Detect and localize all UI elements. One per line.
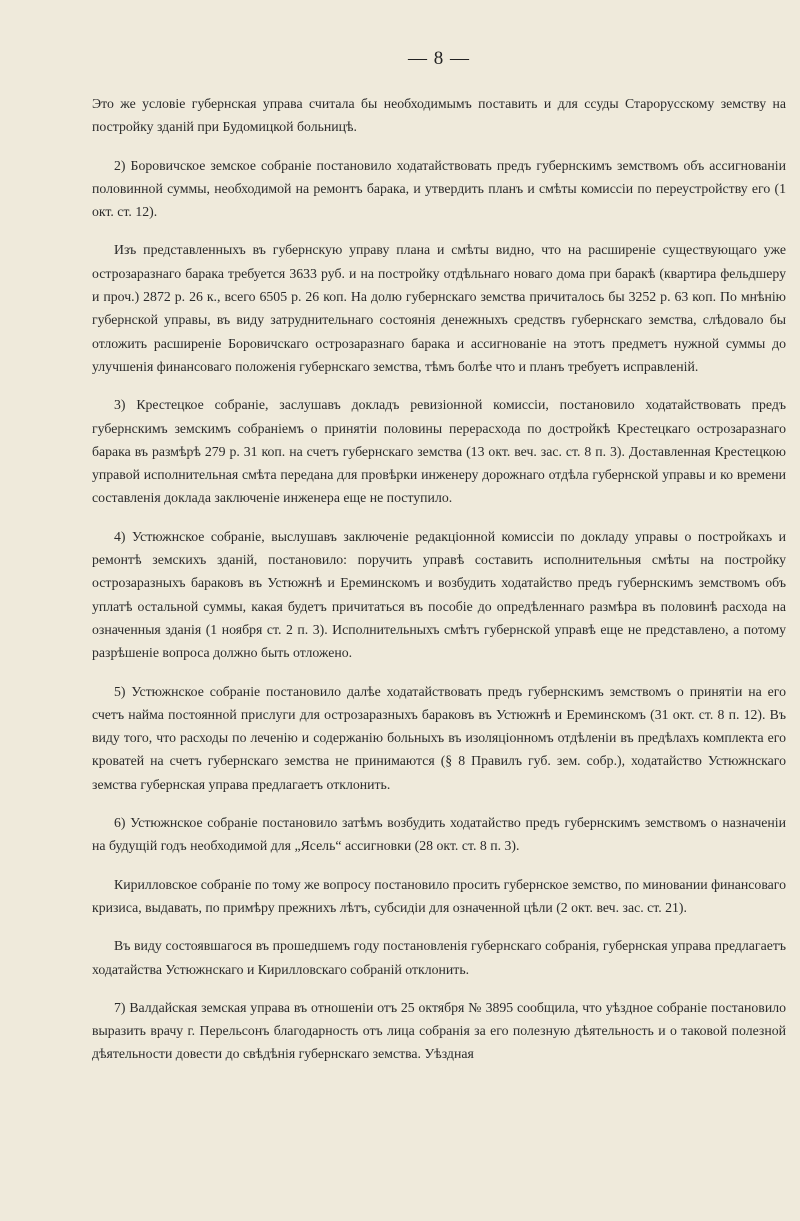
paragraph-5-ustyuzhna-staff: 5) Устюжнское собраніе постановило далѣе ходатайствовать предъ губернскимъ земствомъ о принятіи на его счетъ найма постоянной прислуги для острозаразныхъ бараковъ въ Устюжнѣ и Ереминскомъ (31 окт. ст. 8 п. 12). Въ виду того, что расходы по леченію и содержанію больныхъ въ изоляціонномъ отдѣленіи въ предѣлахъ комплекта его кроватей на счетъ губернскаго земства не принимаются (§ 8 Правилъ губ. зем. собр.), ходатайство Устюжнскаго земства губернская управа предлагаетъ отклонить.	[92, 683, 786, 792]
paragraph-7-valday: 7) Валдайская земская управа въ отношеніи отъ 25 октября № 3895 сообщила, что уѣздное собраніе постановило выразить врачу г. Перельсонъ благодарность отъ лица собранія за его полезную дѣятельность и о таковой полезной дѣятельности довести до свѣдѣнія губернскаго земства. Уѣздная	[92, 999, 786, 1062]
paragraph-intro: Это же условіе губернская управа считала бы необходимымъ поставить и для ссуды Старорусскому земству на постройку зданій при Будомицкой больницѣ.	[92, 96, 786, 135]
paragraph-4-ustyuzhna: 4) Устюжнское собраніе, выслушавъ заключеніе редакціонной комиссіи по докладу управы о постройкахъ и ремонтѣ земскихъ зданій, постановило: поручить управѣ составить исполнительныя смѣты на постройку острозаразныхъ бараковъ въ Устюжнѣ и Ереминскомъ и возбудить ходатайство предъ губернскимъ земствомъ объ уплатѣ остальной суммы, какая будетъ причитаться въ пособіе до опредѣленнаго размѣра въ половинѣ расхода на означенныя зданія (1 ноября ст. 2 п. 3). Исполнительныхъ смѣтъ губернской управѣ еще не представлено, а потому разрѣшеніе вопроса должно быть отложено.	[92, 528, 786, 661]
paragraph-6-nursery: 6) Устюжнское собраніе постановило затѣмъ возбудить ходатайство предъ губернскимъ земствомъ о назначеніи на будущій годъ необходимой для „Ясель“ ассигновки (28 окт. ст. 8 п. 3).	[92, 815, 786, 854]
paragraph-decision: Въ виду состоявшагося въ прошедшемъ году постановленія губернскаго собранія, губернская управа предлагаетъ ходатайства Устюжнскаго и Кирилловскаго собраній отклонить.	[92, 938, 786, 977]
page-number: — 8 —	[408, 48, 470, 69]
paragraph-3-krestetsy: 3) Крестецкое собраніе, заслушавъ докладъ ревизіонной комиссіи, постановило ходатайствовать предъ губернскимъ земскимъ собраніемъ о принятіи половины перерасхода по достройкѣ Крестецкаго острозаразнаго барака въ размѣрѣ 279 р. 31 коп. на счетъ губернскаго земства (13 окт. веч. зас. ст. 8 п. 3). Доставленная Крестецкою управой исполнительная смѣта передана для провѣрки инженеру дорожнаго отдѣла губернской управы и ко времени составленія доклада заключеніе инженера еще не поступило.	[92, 397, 786, 506]
paragraph-kirillov: Кирилловское собраніе по тому же вопросу постановило просить губернское земство, по миновании финансоваго кризиса, выдавать, по примѣру прежнихъ лѣтъ, субсидіи для означенной цѣли (2 окт. веч. зас. ст. 21).	[92, 876, 786, 915]
paragraph-2-borovichi: 2) Боровичское земское собраніе постановило ходатайствовать предъ губернскимъ земствомъ объ ассигнованіи половинной суммы, необходимой на ремонтъ барака, и утвердить планъ и смѣты комиссіи по переустройству его (1 окт. ст. 12).	[92, 157, 786, 220]
paragraph-borovichi-estimate: Изъ представленныхъ въ губернскую управу плана и смѣты видно, что на расширеніе существующаго уже острозаразнаго барака требуется 3633 руб. и на постройку отдѣльнаго новаго дома при баракѣ (квартира фельдшеру и проч.) 2872 р. 26 к., всего 6505 р. 26 коп. На долю губернскаго земства причиталось бы 3252 р. 63 коп. По мнѣнію губернской управы, въ виду затруднительнаго состоянія денежныхъ средствъ губернскаго земства, слѣдовало бы отложить расширеніе Боровичскаго острозаразнаго барака и ассигнованіе на этотъ предметъ нужной суммы до улучшенія финансоваго положенія губернскаго земства, тѣмъ болѣе что и планъ требуетъ исправленій.	[92, 242, 786, 374]
